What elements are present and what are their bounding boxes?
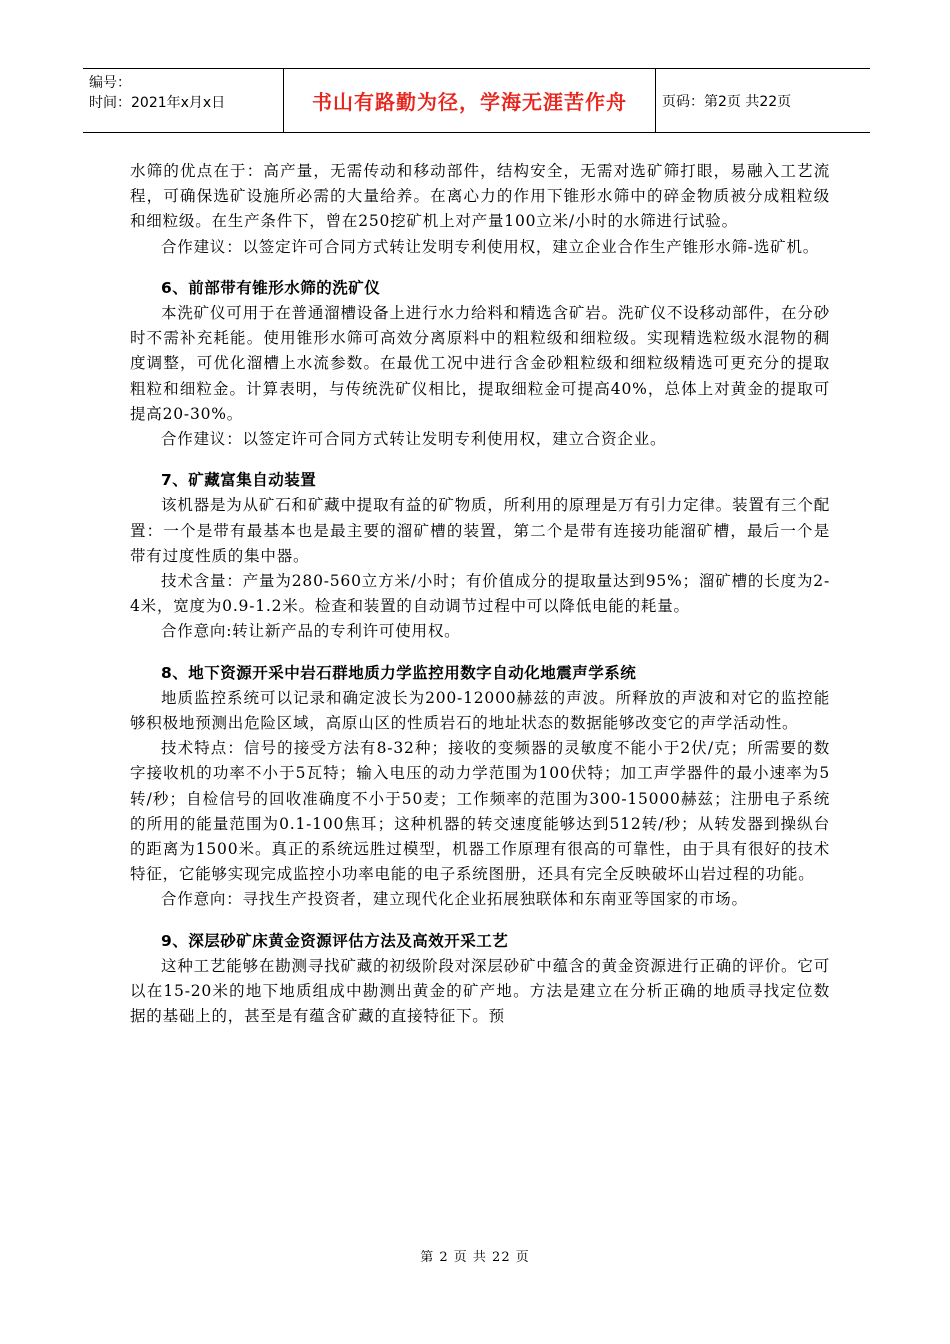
- section-heading-6: 6、前部带有锥形水筛的洗矿仪: [161, 278, 381, 297]
- paragraph: 水筛的优点在于：高产量，无需传动和移动部件，结构安全，无需对选矿筛打眼，易融入工艺流程，可确保选矿设施所必需的大量给养。在离心力的作用下锥形水筛中的碎金物质被分成粗粒级和细粒级。在生产条件下，曾在250挖矿机上对产量100立米/小时的水筛进行试验。: [130, 162, 830, 231]
- section-heading-8: 8、地下资源开采中岩石群地质力学监控用数字自动化地震声学系统: [161, 663, 637, 682]
- paragraph: 这种工艺能够在勘测寻找矿藏的初级阶段对深层砂矿中蕴含的黄金资源进行正确的评价。它可以在15-20米的地下地质组成中勘测出黄金的矿产地。方法是建立在分析正确的地质寻找定位数据的基础上的，甚至是有蕴含矿藏的直接特征下。预: [130, 956, 830, 1026]
- header-motto: 书山有路勤为径，学海无涯苦作舟: [283, 69, 656, 132]
- document-number-label: 编号：: [89, 75, 131, 91]
- paragraph: 本洗矿仪可用于在普通溜槽设备上进行水力给料和精选含矿岩。洗矿仪不设移动部件，在分砂时不需补充耗能。使用锥形水筛可高效分离原料中的粗粒级和细粒级。实现精选粒级水混物的稠度调整，可优化溜槽上水流参数。在最优工况中进行含金砂粗粒级和细粒级精选可更充分的提取粗粒和细粒金。计算表明，与传统洗矿仪相比，提取细粒金可提高40%，总体上对黄金的提取可提高20-30%。: [130, 304, 830, 423]
- paragraph: 技术特点：信号的接受方法有8-32种；接收的变频器的灵敏度不能小于2伏/克；所需要的数字接收机的功率不小于5瓦特；输入电压的动力学范围为100伏特；加工声学器件的最小速率为5转/秒；自检信号的回收准确度不小于50麦；工作频率的范围为300-15000赫兹；注册电子系统的所用的能量范围为0.1-100焦耳；这种机器的转交速度能够达到512转/秒；从转发器到操纵台的距离为1500米。真正的系统远胜过模型，机器工作原理有很高的可靠性，由于具有很好的技术特征，它能够实现完成监控小功率电能的电子系统图册，还具有完全反映破坏山岩过程的功能。: [130, 739, 830, 884]
- paragraph: 地质监控系统可以记录和确定波长为200-12000赫兹的声波。所释放的声波和对它的监控能够积极地预测出危险区域，高原山区的性质岩石的地址状态的数据能够改变它的声学活动性。: [130, 688, 830, 733]
- cooperation-paragraph: 合作建议：以签定许可合同方式转让发明专利使用权，建立企业合作生产锥形水筛-选矿机。: [161, 237, 820, 256]
- section-heading-9: 9、深层砂矿床黄金资源评估方法及高效开采工艺: [161, 931, 509, 950]
- cooperation-paragraph: 合作建议：以签定许可合同方式转让发明专利使用权，建立合资企业。: [161, 430, 667, 449]
- page-header: [83, 68, 870, 133]
- document-body: [130, 159, 830, 1030]
- section-heading-7: 7、矿藏富集自动装置: [161, 471, 317, 490]
- cooperation-paragraph: 合作意向:转让新产品的专利许可使用权。: [161, 622, 461, 641]
- cooperation-paragraph: 合作意向：寻找生产投资者，建立现代化企业拓展独联体和东南亚等国家的市场。: [161, 890, 748, 909]
- header-meta: [83, 69, 283, 132]
- page-footer: 第 2 页 共 22 页: [420, 1250, 530, 1265]
- paragraph: 该机器是为从矿石和矿藏中提取有益的矿物质，所利用的原理是万有引力定律。装置有三个配置：一个是带有最基本也是最主要的溜矿槽的装置，第二个是带有连接功能溜矿槽，最后一个是带有过度性质的集中器。: [130, 496, 830, 565]
- document-time-label: 时间：2021年x月x日: [89, 95, 226, 111]
- header-page-info: 页码：第2页 共22页: [662, 93, 792, 110]
- paragraph: 技术含量：产量为280-560立方米/小时；有价值成分的提取量达到95%；溜矿槽的长度为2-4米，宽度为0.9-1.2米。检查和装置的自动调节过程中可以降低电能的耗量。: [130, 572, 830, 616]
